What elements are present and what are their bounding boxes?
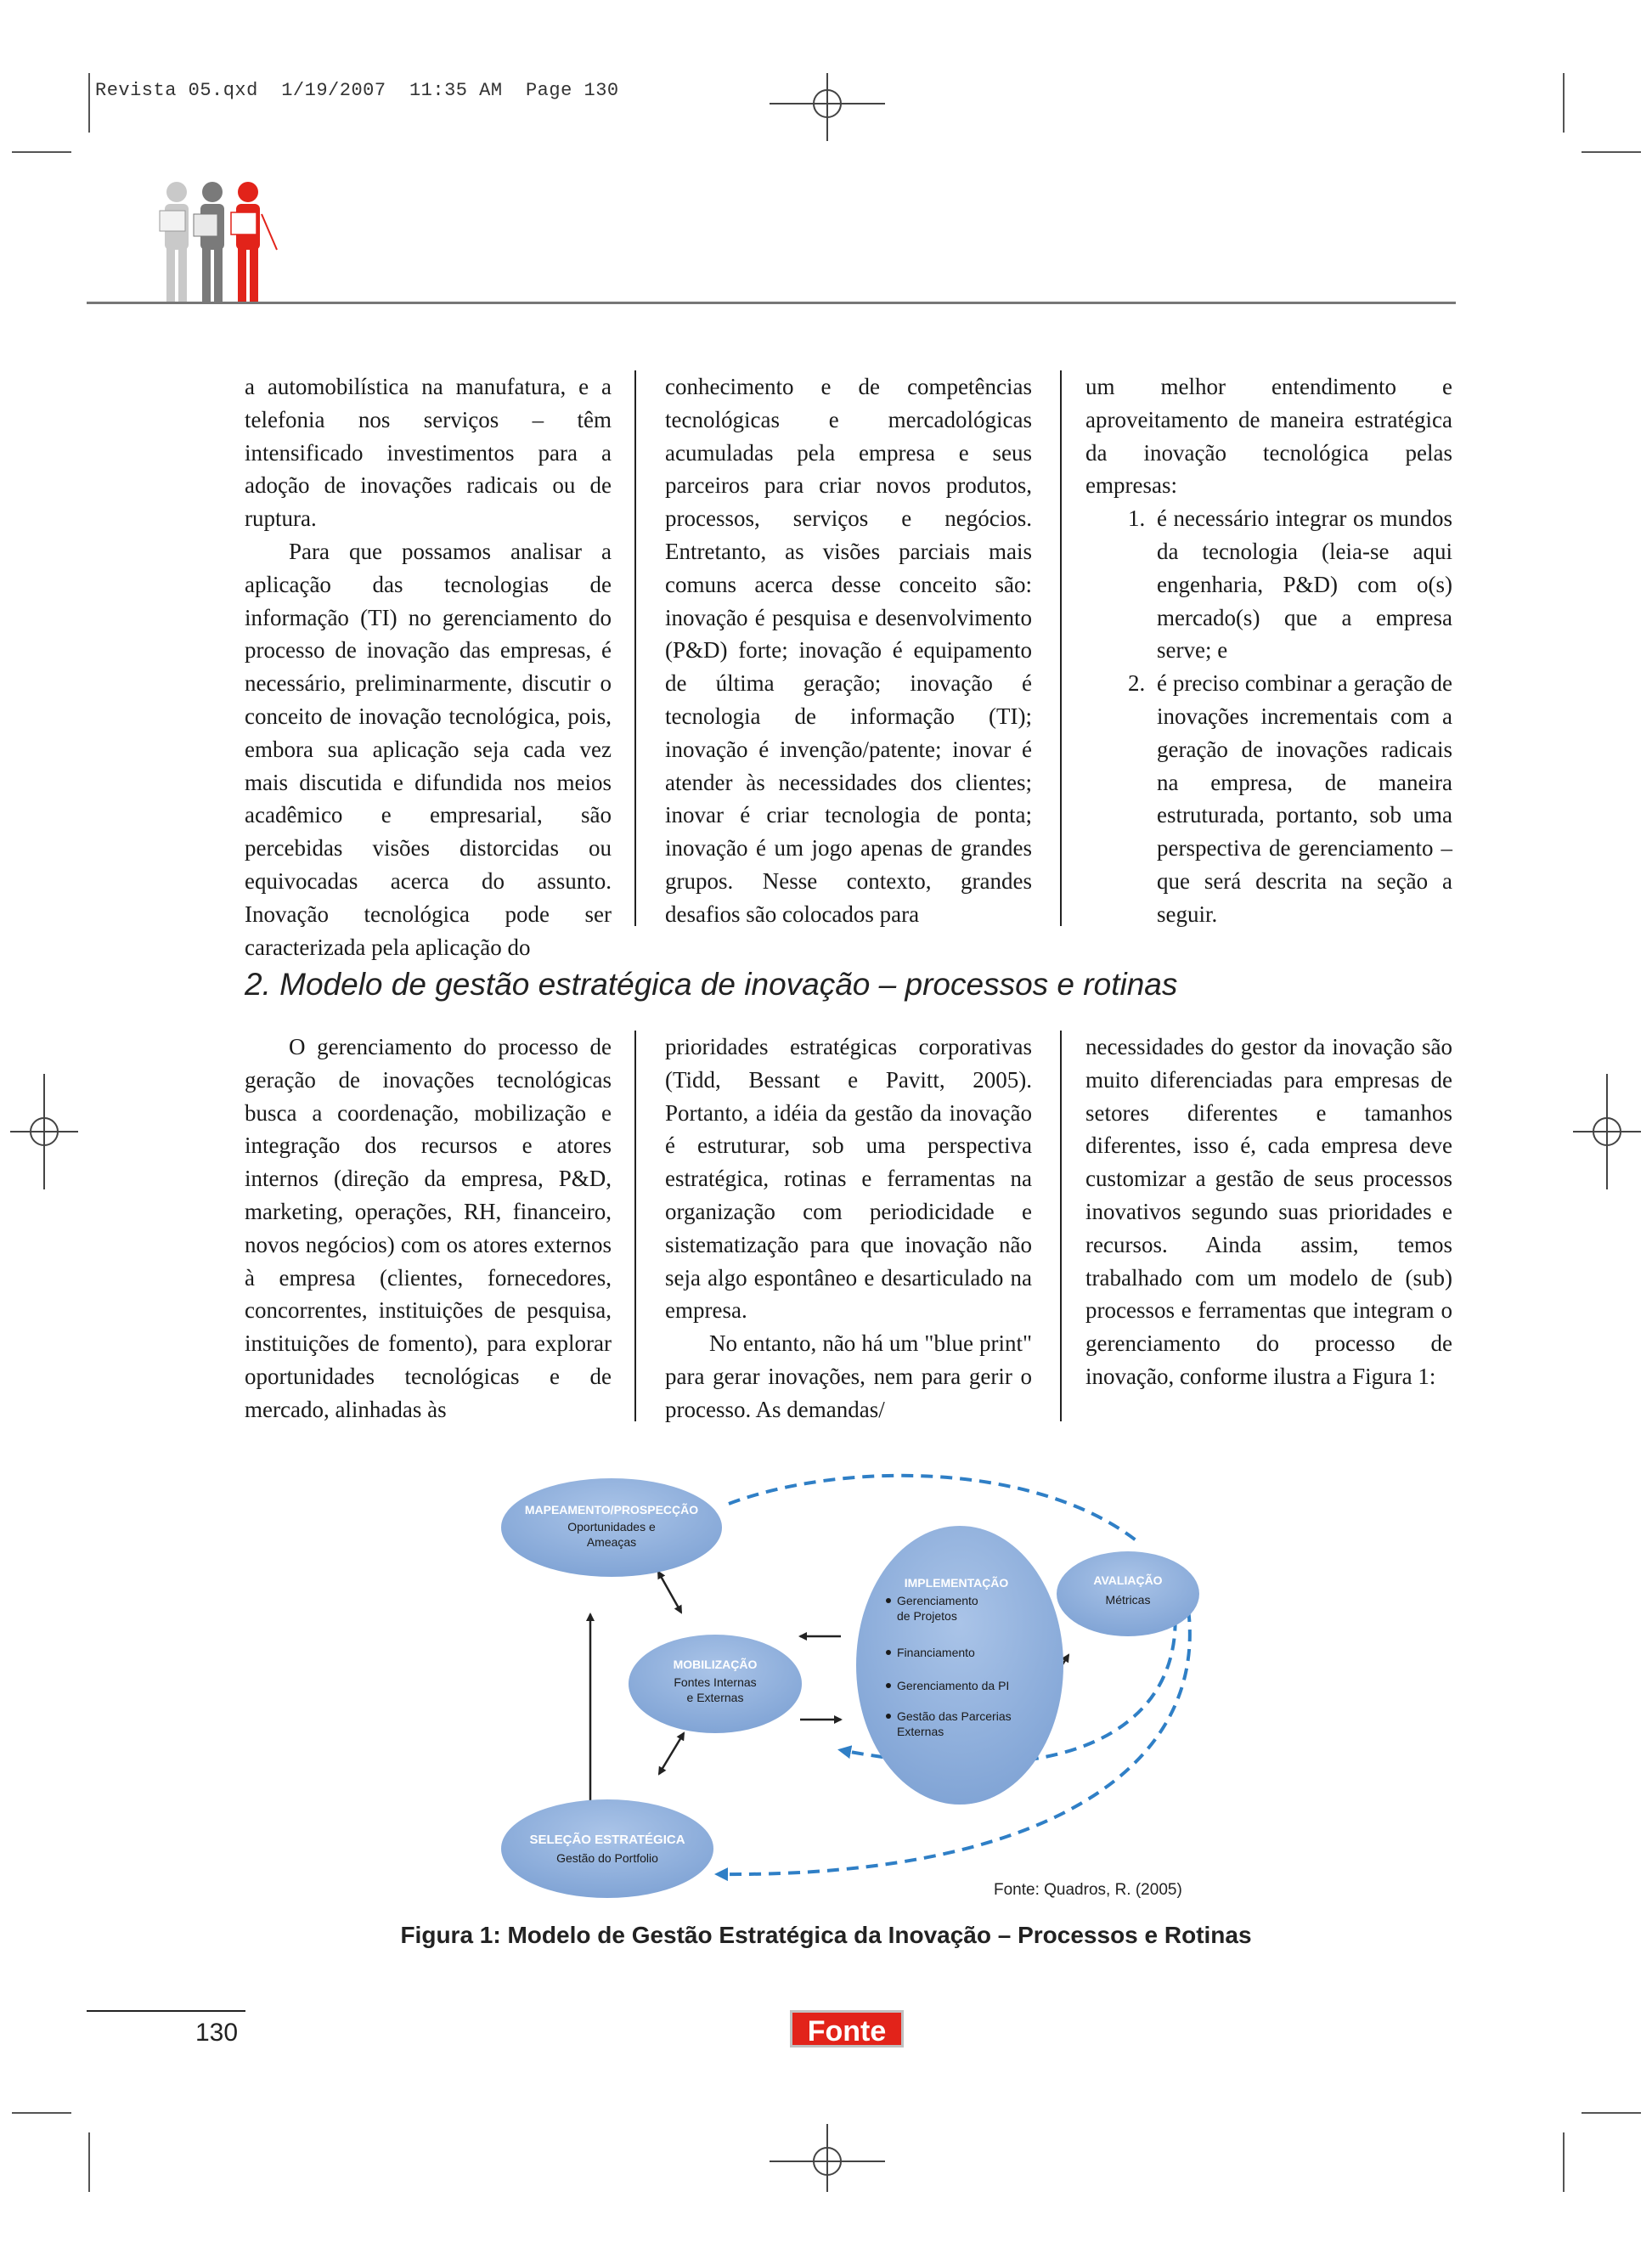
list-item-text: é necessário integrar os mundos da tecnologia (leia-se aqui engenharia, P&D) com o(s) mercado(s) que a empresa serve; e xyxy=(1157,506,1452,664)
registration-mark-icon xyxy=(770,2124,885,2192)
node-text: Gestão do Portfolio xyxy=(556,1851,658,1865)
node-text: Gerenciamento da PI xyxy=(897,1679,1010,1692)
registration-mark-icon xyxy=(10,1074,78,1189)
node-text: Gestão das Parcerias xyxy=(897,1709,1012,1723)
crop-mark xyxy=(12,151,71,153)
node-title: IMPLEMENTAÇÃO xyxy=(904,1576,1009,1590)
node-mapeamento xyxy=(501,1478,722,1577)
node-text: Ameaças xyxy=(586,1535,637,1549)
node-title: MOBILIZAÇÃO xyxy=(673,1658,758,1671)
link-arrow xyxy=(658,1572,681,1613)
list-number: 2. xyxy=(1128,670,1146,697)
crop-mark xyxy=(88,73,90,133)
registration-mark-icon xyxy=(770,73,885,141)
print-slug: Revista 05.qxd 1/19/2007 11:35 AM Page 130 xyxy=(95,80,619,101)
section-title: 2. Modelo de gestão estratégica de inovação – processos e rotinas xyxy=(245,967,1178,1002)
link-arrow xyxy=(659,1733,684,1774)
crop-mark xyxy=(1582,2112,1641,2114)
crop-mark xyxy=(88,2132,90,2192)
node-title: MAPEAMENTO/PROSPECÇÃO xyxy=(524,1503,699,1517)
crop-mark xyxy=(1563,2132,1565,2192)
paragraph: a automobilística na manufatura, e a telefonia nos serviços – têm intensificado investimentos para a adoção de inovações radicais ou de ruptura. xyxy=(245,374,612,532)
top-column-2 xyxy=(665,370,1032,931)
node-text: Gerenciamento xyxy=(897,1594,978,1607)
page-number: 130 xyxy=(195,2019,239,2047)
node-title: SELEÇÃO ESTRATÉGICA xyxy=(529,1833,685,1847)
column-divider xyxy=(1060,370,1062,926)
node-implementacao xyxy=(856,1526,1063,1805)
node-text: e Externas xyxy=(686,1691,744,1704)
node-text: de Projetos xyxy=(897,1609,957,1623)
paragraph: conhecimento e de competências tecnológicas e mercadológicas acumuladas pela empresa e seus parceiros para criar novos produtos, processos, serviços e negócios. Entretanto, as visões parciais mais comuns acerca desse conceito são: inovação é pesquisa e desenvolvimento (P&D) forte; inovação é equipamento de última geração; inovação é tecnologia de informação (TI); inovação é invenção/patente; inovar é atender às necessidades dos clientes; inovar é criar tecnologia de ponta; inovação é um jogo apenas de grandes grupos. Nesse contexto, grandes desafios são colocados para xyxy=(665,374,1032,927)
paragraph: um melhor entendimento e aproveitamento de maneira estratégica da inovação tecnológica pelas empresas: xyxy=(1085,374,1452,499)
paragraph: No entanto, não há um "blue print" para gerar inovações, nem para gerir o processo. As demandas/ xyxy=(665,1330,1032,1422)
footer-rule xyxy=(87,2010,245,2012)
paragraph: necessidades do gestor da inovação são muito diferenciadas para empresas de setores diferentes e tamanhos diferentes, isso é, cada empresa deve customizar a gestão de seus processos inovativos segundo suas prioridades e recursos. Ainda assim, temos trabalhado com um modelo de (sub) processos e ferramentas que integram o gerenciamento do processo de inovação, conforme ilustra a Figura 1: xyxy=(1085,1034,1452,1389)
node-text: Oportunidades e xyxy=(567,1520,656,1534)
top-column-1 xyxy=(245,370,612,963)
top-column-3 xyxy=(1085,370,1452,931)
bottom-column-2 xyxy=(665,1031,1032,1426)
figure-source: Fonte: Quadros, R. (2005) xyxy=(994,1881,1182,1899)
bottom-column-1 xyxy=(245,1031,612,1426)
brand-logo: Fonte xyxy=(790,2010,904,2048)
node-mobilizacao xyxy=(629,1635,802,1733)
crop-mark xyxy=(12,2112,71,2114)
figure-caption: Figura 1: Modelo de Gestão Estratégica da Inovação – Processos e Rotinas xyxy=(400,1922,1252,1948)
paragraph: Para que possamos analisar a aplicação das tecnologias de informação (TI) no gerenciamento do processo de inovação das empresas, é necessário, preliminarmente, discutir o conceito de inovação tecnológica, pois, embora sua aplicação seja cada vez mais discutida e difundida nos meios acadêmico e empresarial, são percebidas visões distorcidas ou equivocadas acerca do assunto. Inovação tecnológica pode ser caracterizada pela aplicação do xyxy=(245,538,612,960)
crop-mark xyxy=(1582,151,1641,153)
column-divider xyxy=(634,1031,636,1421)
people-logo-icon xyxy=(158,180,285,304)
innovation-model-diagram xyxy=(484,1444,1223,1903)
list-item xyxy=(1085,667,1452,930)
list-item-text: é preciso combinar a geração de inovações incrementais com a geração de inovações radicais na empresa, de maneira estruturada, portanto, sob uma perspectiva de gerenciamento – que será descrita na seção a seguir. xyxy=(1157,670,1452,927)
node-text: Métricas xyxy=(1105,1593,1151,1607)
numbered-list xyxy=(1085,502,1452,930)
node-text: Fontes Internas xyxy=(674,1675,757,1689)
list-item xyxy=(1085,502,1452,667)
registration-mark-icon xyxy=(1573,1074,1641,1189)
list-number: 1. xyxy=(1128,506,1146,532)
column-divider xyxy=(634,370,636,926)
node-avaliacao xyxy=(1057,1551,1199,1636)
paragraph: O gerenciamento do processo de geração de inovações tecnológicas busca a coordenação, mobilização e integração dos recursos e atores internos (direção da empresa, P&D, marketing, operações, RH, financeiro, novos negócios) com os atores externos à empresa (clientes, fornecedores, concorrentes, instituições de pesquisa, instituições de fomento), para explorar oportunidades tecnológicas e de mercado, alinhadas às xyxy=(245,1034,612,1422)
node-text: Externas xyxy=(897,1725,944,1738)
crop-mark xyxy=(1563,73,1565,133)
header-rule xyxy=(87,302,1456,304)
node-title: AVALIAÇÃO xyxy=(1093,1573,1163,1587)
paragraph: prioridades estratégicas corporativas (Tidd, Bessant e Pavitt, 2005). Portanto, a idéia da gestão da inovação é estruturar, sob uma perspectiva estratégica, rotinas e ferramentas na organização com periodicidade e sistematização para que inovação não seja algo espontâneo e desarticulado na empresa. xyxy=(665,1034,1032,1324)
node-text: Financiamento xyxy=(897,1646,975,1659)
node-selecao xyxy=(501,1799,713,1898)
column-divider xyxy=(1060,1031,1062,1421)
bottom-column-3 xyxy=(1085,1031,1452,1393)
